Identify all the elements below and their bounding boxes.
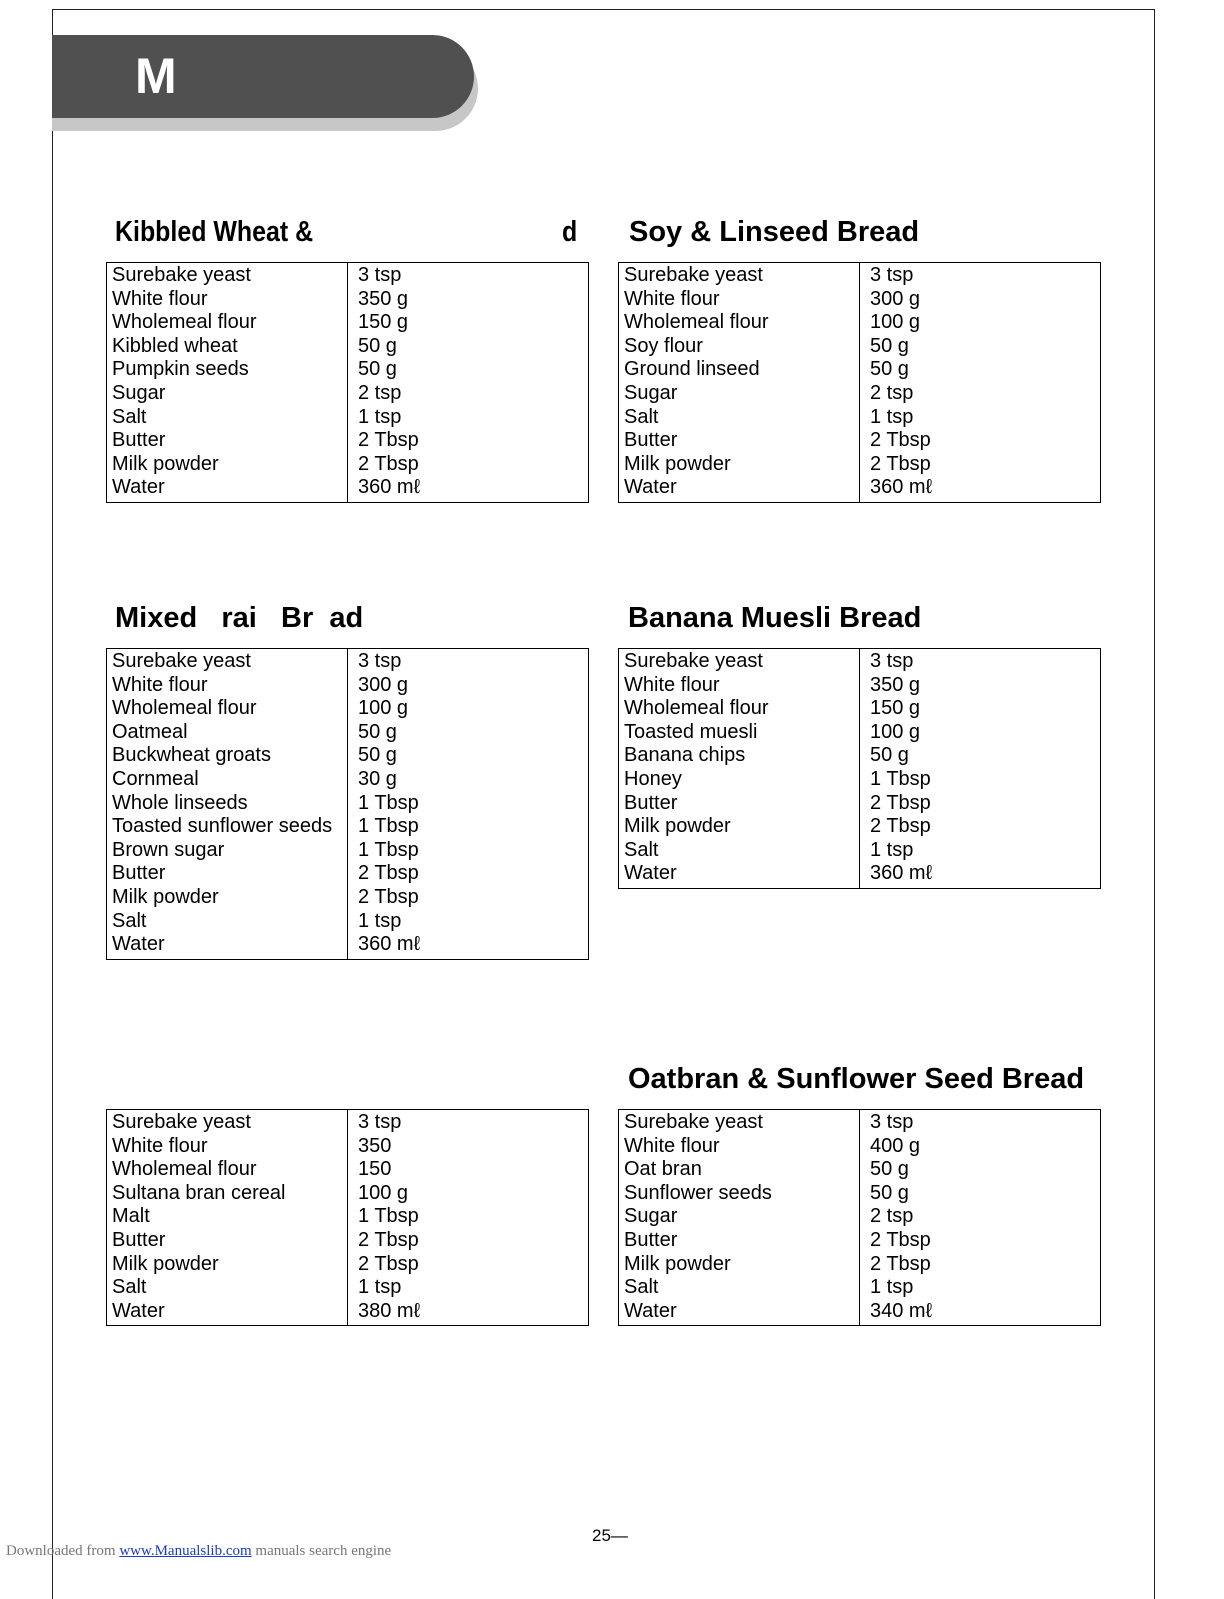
ingredient-quantity: 3 tsp <box>358 650 402 672</box>
ingredient-row <box>619 311 1101 335</box>
ingredient-name: Milk powder <box>619 453 860 477</box>
recipe-title-kibbled-wheat-tail: d <box>562 216 578 248</box>
page-number: 25— <box>592 1526 628 1545</box>
ingredient-quantity: 1 tsp <box>870 1276 914 1299</box>
recipe-title-oatbran-sunflower: Oatbran & Sunflower Seed Bread <box>628 1063 1085 1095</box>
ingredient-name: Sultana bran cereal <box>107 1182 348 1206</box>
ingredient-row <box>619 406 1101 430</box>
ingredient-name: White flour <box>619 1135 860 1159</box>
recipe-table-banana-muesli <box>618 648 1101 889</box>
ingredient-row <box>107 1158 589 1182</box>
ingredient-row <box>107 910 589 934</box>
manualslib-link[interactable]: www.Manualslib.com <box>119 1543 252 1559</box>
ingredient-name: Salt <box>107 406 348 430</box>
ingredient-quantity: 2 tsp <box>870 381 914 404</box>
ingredient-row <box>619 1182 1101 1206</box>
ingredient-row <box>619 674 1101 698</box>
ingredient-row <box>619 1205 1101 1229</box>
ingredient-quantity: 30 g <box>358 767 397 790</box>
ingredient-name: Wholemeal flour <box>107 1158 348 1182</box>
ingredient-name: Surebake yeast <box>107 1110 348 1135</box>
ingredient-row <box>619 429 1101 453</box>
ingredient-row <box>107 1253 589 1277</box>
ingredient-name: Oat bran <box>619 1158 860 1182</box>
ingredient-name: Malt <box>107 1205 348 1229</box>
ingredient-row <box>107 382 589 406</box>
ingredient-row <box>107 697 589 721</box>
ingredient-quantity: 1 Tbsp <box>358 838 419 861</box>
ingredient-row <box>619 1135 1101 1159</box>
ingredient-quantity: 50 g <box>870 1181 909 1204</box>
recipe-title-mixed-grain: Mixed rai Br ad <box>115 602 364 634</box>
ingredient-quantity: 2 tsp <box>870 1205 914 1228</box>
ingredient-row <box>107 933 589 959</box>
ingredient-quantity: 300 g <box>870 287 921 310</box>
ingredient-quantity: 100 g <box>358 1181 409 1204</box>
ingredient-row <box>619 792 1101 816</box>
ingredient-quantity: 1 Tbsp <box>358 791 419 814</box>
ingredient-row <box>107 1300 589 1326</box>
ingredient-quantity: 50 g <box>358 744 397 767</box>
ingredient-name: Surebake yeast <box>619 1110 860 1135</box>
ingredient-name: Salt <box>619 406 860 430</box>
ingredient-name: Water <box>107 933 348 959</box>
ingredient-name: Toasted muesli <box>619 721 860 745</box>
ingredient-quantity: 3 tsp <box>870 1111 914 1133</box>
ingredient-name: Whole linseeds <box>107 792 348 816</box>
ingredient-name: Surebake yeast <box>107 263 348 288</box>
ingredient-quantity: 1 Tbsp <box>358 1205 419 1228</box>
ingredient-row <box>107 1205 589 1229</box>
ingredient-name: Butter <box>619 429 860 453</box>
ingredient-quantity: 350 g <box>870 673 921 696</box>
recipe-title-kibbled-wheat: Kibbled Wheat & <box>115 216 314 248</box>
ingredient-quantity: 2 Tbsp <box>870 815 931 838</box>
ingredient-name: Surebake yeast <box>107 649 348 674</box>
ingredient-name: Honey <box>619 768 860 792</box>
ingredient-row <box>619 815 1101 839</box>
ingredient-name: Water <box>619 1300 860 1326</box>
ingredient-name: Salt <box>107 1276 348 1300</box>
ingredient-name: Surebake yeast <box>619 649 860 674</box>
ingredient-quantity: 150 g <box>358 311 409 334</box>
ingredient-row <box>619 649 1101 674</box>
ingredient-row <box>619 1253 1101 1277</box>
ingredient-name: Milk powder <box>107 453 348 477</box>
ingredient-name: Wholemeal flour <box>619 311 860 335</box>
ingredient-row <box>619 335 1101 359</box>
ingredient-name: White flour <box>107 1135 348 1159</box>
ingredient-quantity: 50 g <box>358 334 397 357</box>
recipe-table-sultana-bran <box>106 1109 589 1326</box>
download-footer <box>6 1543 391 1560</box>
ingredient-name: Salt <box>619 839 860 863</box>
ingredient-row <box>619 744 1101 768</box>
ingredient-row <box>107 335 589 359</box>
ingredient-row <box>619 263 1101 288</box>
ingredient-quantity: 1 Tbsp <box>358 815 419 838</box>
ingredient-row <box>619 358 1101 382</box>
ingredient-name: Wholemeal flour <box>619 697 860 721</box>
ingredient-quantity: 360 mℓ <box>870 862 933 885</box>
ingredient-row <box>619 1110 1101 1135</box>
ingredient-name: Banana chips <box>619 744 860 768</box>
ingredient-quantity: 1 tsp <box>358 1276 402 1299</box>
ingredient-name: White flour <box>107 674 348 698</box>
ingredient-row <box>107 1229 589 1253</box>
ingredient-quantity: 100 g <box>358 697 409 720</box>
ingredient-name: Sunflower seeds <box>619 1182 860 1206</box>
ingredient-name: White flour <box>619 288 860 312</box>
ingredient-row <box>619 382 1101 406</box>
ingredient-name: Wholemeal flour <box>107 697 348 721</box>
ingredient-quantity: 1 tsp <box>358 909 402 932</box>
recipe-table-soy-linseed <box>618 262 1101 503</box>
ingredient-name: Milk powder <box>107 886 348 910</box>
ingredient-name: Salt <box>107 910 348 934</box>
footer-suffix: manuals search engine <box>251 1543 392 1559</box>
ingredient-name: Soy flour <box>619 335 860 359</box>
ingredient-quantity: 400 g <box>870 1134 921 1157</box>
ingredient-name: White flour <box>619 674 860 698</box>
ingredient-quantity: 360 mℓ <box>358 476 421 499</box>
ingredient-row <box>107 358 589 382</box>
ingredient-quantity: 3 tsp <box>358 1111 402 1133</box>
ingredient-name: Surebake yeast <box>619 263 860 288</box>
ingredient-row <box>107 453 589 477</box>
ingredient-quantity: 150 <box>358 1158 392 1181</box>
ingredient-quantity: 2 Tbsp <box>870 452 931 475</box>
ingredient-name: Sugar <box>107 382 348 406</box>
ingredient-row <box>619 839 1101 863</box>
ingredient-quantity: 2 Tbsp <box>358 862 419 885</box>
ingredient-name: Wholemeal flour <box>107 311 348 335</box>
ingredient-name: Kibbled wheat <box>107 335 348 359</box>
ingredient-name: Oatmeal <box>107 721 348 745</box>
ingredient-row <box>107 744 589 768</box>
ingredient-row <box>619 288 1101 312</box>
ingredient-quantity: 1 tsp <box>358 405 402 428</box>
ingredient-name: Milk powder <box>619 1253 860 1277</box>
ingredient-quantity: 360 mℓ <box>358 933 421 956</box>
ingredient-row <box>619 453 1101 477</box>
ingredient-row <box>107 288 589 312</box>
ingredient-row <box>619 1158 1101 1182</box>
ingredient-quantity: 2 Tbsp <box>870 429 931 452</box>
ingredient-row <box>107 886 589 910</box>
ingredient-row <box>619 768 1101 792</box>
recipe-table-kibbled-wheat <box>106 262 589 503</box>
ingredient-name: Water <box>107 1300 348 1326</box>
ingredient-quantity: 2 Tbsp <box>870 791 931 814</box>
ingredient-name: Cornmeal <box>107 768 348 792</box>
ingredient-name: Butter <box>619 1229 860 1253</box>
ingredient-quantity: 3 tsp <box>358 264 402 286</box>
recipe-title-soy-linseed: Soy & Linseed Bread <box>629 216 920 248</box>
ingredient-quantity: 3 tsp <box>870 650 914 672</box>
ingredient-name: Milk powder <box>619 815 860 839</box>
ingredient-name: Butter <box>107 1229 348 1253</box>
ingredient-quantity: 50 g <box>870 334 909 357</box>
ingredient-row <box>107 768 589 792</box>
ingredient-name: Butter <box>107 862 348 886</box>
recipe-table-oatbran-sunflower <box>618 1109 1101 1326</box>
ingredient-quantity: 50 g <box>358 358 397 381</box>
recipe-title-banana-muesli: Banana Muesli Bread <box>628 602 922 634</box>
ingredient-row <box>107 1182 589 1206</box>
ingredient-name: Water <box>619 476 860 502</box>
ingredient-row <box>619 1300 1101 1326</box>
ingredient-quantity: 360 mℓ <box>870 476 933 499</box>
ingredient-row <box>107 1135 589 1159</box>
ingredient-quantity: 380 mℓ <box>358 1299 421 1322</box>
recipe-table-mixed-grain <box>106 648 589 960</box>
ingredient-row <box>107 311 589 335</box>
ingredient-row <box>107 263 589 288</box>
ingredient-name: Toasted sunflower seeds <box>107 815 348 839</box>
ingredient-row <box>619 697 1101 721</box>
ingredient-row <box>619 1276 1101 1300</box>
ingredient-quantity: 100 g <box>870 311 921 334</box>
ingredient-quantity: 2 Tbsp <box>358 1252 419 1275</box>
ingredient-name: Salt <box>619 1276 860 1300</box>
ingredient-name: Milk powder <box>107 1253 348 1277</box>
ingredient-row <box>619 1229 1101 1253</box>
ingredient-name: Sugar <box>619 1205 860 1229</box>
ingredient-quantity: 50 g <box>870 744 909 767</box>
ingredient-row <box>107 406 589 430</box>
ingredient-quantity: 2 Tbsp <box>358 429 419 452</box>
section-tab <box>52 35 474 118</box>
ingredient-row <box>107 721 589 745</box>
ingredient-quantity: 2 tsp <box>358 381 402 404</box>
ingredient-quantity: 3 tsp <box>870 264 914 286</box>
ingredient-quantity: 2 Tbsp <box>870 1252 931 1275</box>
ingredient-name: Water <box>619 862 860 888</box>
ingredient-row <box>107 815 589 839</box>
ingredient-quantity: 50 g <box>870 1158 909 1181</box>
ingredient-row <box>107 649 589 674</box>
ingredient-name: Ground linseed <box>619 358 860 382</box>
ingredient-quantity: 300 g <box>358 673 409 696</box>
ingredient-name: Sugar <box>619 382 860 406</box>
ingredient-row <box>619 476 1101 502</box>
ingredient-quantity: 50 g <box>870 358 909 381</box>
ingredient-quantity: 50 g <box>358 720 397 743</box>
ingredient-quantity: 100 g <box>870 720 921 743</box>
ingredient-name: Butter <box>107 429 348 453</box>
ingredient-row <box>107 862 589 886</box>
ingredient-quantity: 1 tsp <box>870 405 914 428</box>
ingredient-quantity: 350 <box>358 1134 392 1157</box>
footer-prefix: Downloaded from <box>6 1543 120 1559</box>
ingredient-quantity: 1 Tbsp <box>870 767 931 790</box>
ingredient-quantity: 2 Tbsp <box>358 452 419 475</box>
ingredient-row <box>107 476 589 502</box>
ingredient-row <box>107 1276 589 1300</box>
ingredient-row <box>107 839 589 863</box>
section-tab-letter: M <box>135 48 177 104</box>
ingredient-quantity: 350 g <box>358 287 409 310</box>
ingredient-quantity: 1 tsp <box>870 838 914 861</box>
ingredient-name: White flour <box>107 288 348 312</box>
ingredient-name: Pumpkin seeds <box>107 358 348 382</box>
ingredient-row <box>107 429 589 453</box>
ingredient-name: Water <box>107 476 348 502</box>
ingredient-quantity: 150 g <box>870 697 921 720</box>
ingredient-name: Brown sugar <box>107 839 348 863</box>
ingredient-row <box>107 674 589 698</box>
ingredient-quantity: 2 Tbsp <box>358 1228 419 1251</box>
ingredient-quantity: 340 mℓ <box>870 1299 933 1322</box>
ingredient-row <box>619 862 1101 888</box>
ingredient-name: Butter <box>619 792 860 816</box>
ingredient-row <box>107 1110 589 1135</box>
ingredient-row <box>619 721 1101 745</box>
ingredient-quantity: 2 Tbsp <box>358 885 419 908</box>
ingredient-name: Buckwheat groats <box>107 744 348 768</box>
ingredient-quantity: 2 Tbsp <box>870 1228 931 1251</box>
ingredient-row <box>107 792 589 816</box>
